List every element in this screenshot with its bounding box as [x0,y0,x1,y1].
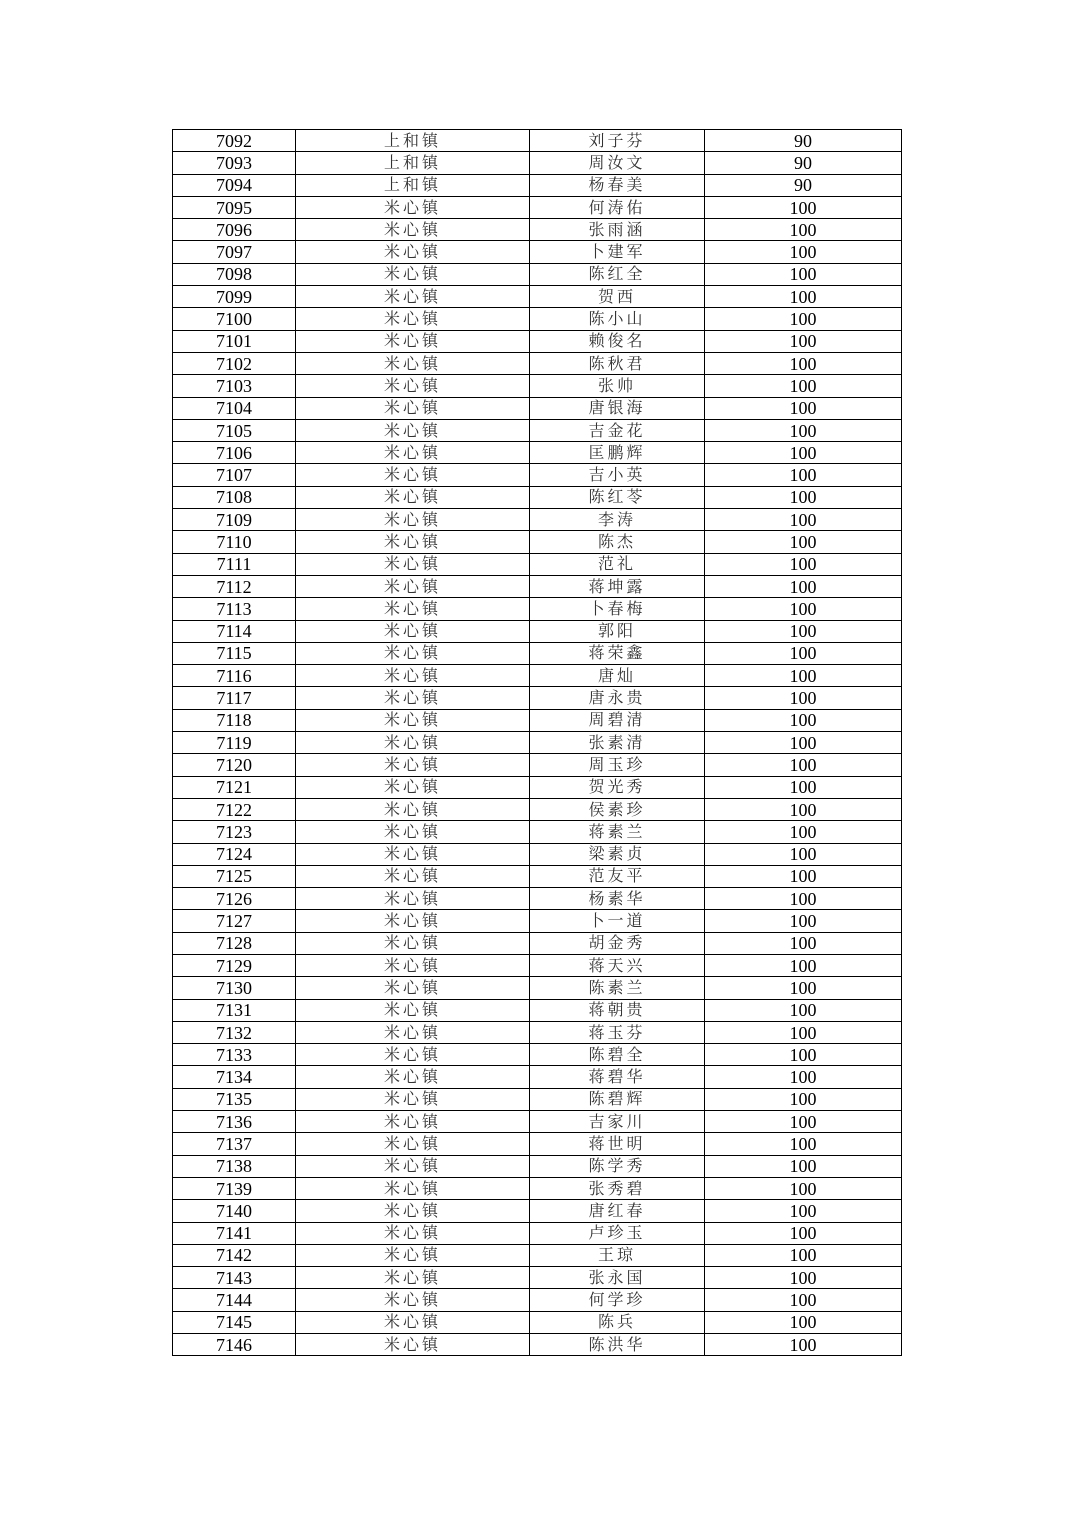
cell-town: 米心镇 [296,888,530,910]
cell-name: 郭阳 [530,620,705,642]
cell-name: 陈素兰 [530,977,705,999]
cell-id: 7111 [173,553,296,575]
table-row [173,932,902,954]
cell-town: 米心镇 [296,1244,530,1266]
cell-town: 米心镇 [296,954,530,976]
table-row [173,419,902,441]
cell-amount: 100 [705,419,902,441]
cell-amount: 100 [705,1021,902,1043]
cell-id: 7130 [173,977,296,999]
cell-name: 吉家川 [530,1111,705,1133]
table-row [173,821,902,843]
table-row [173,219,902,241]
cell-town: 米心镇 [296,665,530,687]
cell-town: 米心镇 [296,1044,530,1066]
cell-name: 匡鹏辉 [530,442,705,464]
cell-id: 7142 [173,1244,296,1266]
table-row [173,999,902,1021]
cell-town: 米心镇 [296,219,530,241]
cell-amount: 100 [705,821,902,843]
cell-town: 米心镇 [296,1021,530,1043]
cell-town: 米心镇 [296,286,530,308]
cell-id: 7105 [173,419,296,441]
cell-name: 唐红春 [530,1200,705,1222]
cell-amount: 100 [705,598,902,620]
cell-town: 米心镇 [296,1334,530,1356]
cell-town: 米心镇 [296,375,530,397]
cell-id: 7098 [173,263,296,285]
cell-name: 陈碧辉 [530,1088,705,1110]
cell-amount: 100 [705,486,902,508]
cell-amount: 90 [705,152,902,174]
cell-name: 贺光秀 [530,776,705,798]
cell-town: 米心镇 [296,1066,530,1088]
table-row [173,330,902,352]
cell-name: 蒋素兰 [530,821,705,843]
cell-id: 7125 [173,865,296,887]
cell-amount: 100 [705,509,902,531]
cell-name: 卢珍玉 [530,1222,705,1244]
cell-town: 米心镇 [296,1267,530,1289]
cell-name: 何涛佑 [530,196,705,218]
cell-name: 蒋坤露 [530,575,705,597]
cell-id: 7112 [173,575,296,597]
cell-id: 7138 [173,1155,296,1177]
table-row [173,241,902,263]
cell-town: 上和镇 [296,130,530,152]
cell-id: 7144 [173,1289,296,1311]
cell-amount: 100 [705,798,902,820]
cell-amount: 100 [705,330,902,352]
cell-town: 上和镇 [296,174,530,196]
cell-town: 米心镇 [296,843,530,865]
cell-id: 7128 [173,932,296,954]
cell-id: 7106 [173,442,296,464]
cell-name: 张素清 [530,732,705,754]
cell-town: 米心镇 [296,1311,530,1333]
cell-id: 7126 [173,888,296,910]
cell-name: 唐永贵 [530,687,705,709]
table-row [173,776,902,798]
cell-amount: 100 [705,1044,902,1066]
cell-amount: 100 [705,464,902,486]
cell-id: 7143 [173,1267,296,1289]
cell-id: 7092 [173,130,296,152]
cell-name: 贺西 [530,286,705,308]
cell-id: 7141 [173,1222,296,1244]
cell-town: 米心镇 [296,1155,530,1177]
cell-amount: 100 [705,196,902,218]
cell-name: 蒋玉芬 [530,1021,705,1043]
cell-amount: 100 [705,620,902,642]
cell-town: 米心镇 [296,977,530,999]
cell-town: 米心镇 [296,330,530,352]
cell-id: 7137 [173,1133,296,1155]
cell-name: 吉金花 [530,419,705,441]
cell-id: 7116 [173,665,296,687]
cell-name: 唐灿 [530,665,705,687]
cell-amount: 100 [705,263,902,285]
cell-amount: 100 [705,553,902,575]
cell-town: 米心镇 [296,553,530,575]
cell-id: 7113 [173,598,296,620]
cell-amount: 100 [705,1311,902,1333]
cell-name: 蒋朝贵 [530,999,705,1021]
cell-id: 7096 [173,219,296,241]
cell-id: 7140 [173,1200,296,1222]
cell-name: 蒋碧华 [530,1066,705,1088]
cell-id: 7094 [173,174,296,196]
cell-amount: 90 [705,130,902,152]
cell-amount: 100 [705,977,902,999]
cell-town: 米心镇 [296,464,530,486]
table-row [173,575,902,597]
table-row [173,1289,902,1311]
cell-name: 胡金秀 [530,932,705,954]
cell-id: 7100 [173,308,296,330]
cell-id: 7122 [173,798,296,820]
table-row [173,665,902,687]
cell-amount: 100 [705,241,902,263]
table-row [173,1133,902,1155]
cell-amount: 100 [705,308,902,330]
table-row [173,1155,902,1177]
table-row [173,1222,902,1244]
cell-amount: 100 [705,1244,902,1266]
cell-id: 7103 [173,375,296,397]
cell-id: 7099 [173,286,296,308]
cell-amount: 100 [705,888,902,910]
cell-name: 梁素贞 [530,843,705,865]
table-row [173,397,902,419]
cell-id: 7102 [173,352,296,374]
cell-id: 7135 [173,1088,296,1110]
cell-id: 7107 [173,464,296,486]
cell-id: 7127 [173,910,296,932]
cell-amount: 100 [705,843,902,865]
cell-name: 张雨涵 [530,219,705,241]
table-row [173,130,902,152]
cell-town: 米心镇 [296,798,530,820]
cell-town: 米心镇 [296,732,530,754]
cell-amount: 100 [705,1267,902,1289]
table-row [173,1334,902,1356]
cell-name: 卜春梅 [530,598,705,620]
cell-amount: 100 [705,575,902,597]
cell-town: 米心镇 [296,419,530,441]
cell-id: 7146 [173,1334,296,1356]
cell-town: 米心镇 [296,531,530,553]
cell-name: 范礼 [530,553,705,575]
cell-name: 何学珍 [530,1289,705,1311]
cell-amount: 100 [705,999,902,1021]
table-row [173,1311,902,1333]
table-row [173,442,902,464]
table-row [173,865,902,887]
cell-id: 7109 [173,509,296,531]
table-row [173,352,902,374]
cell-amount: 100 [705,776,902,798]
table-row [173,152,902,174]
cell-name: 蒋荣鑫 [530,642,705,664]
cell-town: 米心镇 [296,1289,530,1311]
cell-id: 7101 [173,330,296,352]
cell-town: 米心镇 [296,1200,530,1222]
cell-id: 7097 [173,241,296,263]
cell-amount: 100 [705,932,902,954]
table-row [173,843,902,865]
table-row [173,1177,902,1199]
cell-name: 陈学秀 [530,1155,705,1177]
cell-amount: 100 [705,910,902,932]
table-row [173,1088,902,1110]
table-row [173,1244,902,1266]
cell-id: 7110 [173,531,296,553]
cell-name: 王琼 [530,1244,705,1266]
cell-name: 唐银海 [530,397,705,419]
cell-amount: 100 [705,865,902,887]
table-row [173,798,902,820]
cell-amount: 100 [705,754,902,776]
cell-name: 赖俊名 [530,330,705,352]
cell-name: 卜建军 [530,241,705,263]
cell-amount: 100 [705,286,902,308]
table-row [173,1066,902,1088]
cell-amount: 100 [705,732,902,754]
cell-town: 米心镇 [296,865,530,887]
cell-town: 米心镇 [296,308,530,330]
cell-name: 刘子芬 [530,130,705,152]
cell-name: 吉小英 [530,464,705,486]
cell-amount: 100 [705,1222,902,1244]
cell-id: 7133 [173,1044,296,1066]
cell-town: 米心镇 [296,999,530,1021]
table-row [173,1267,902,1289]
cell-id: 7095 [173,196,296,218]
cell-town: 米心镇 [296,1133,530,1155]
cell-name: 李涛 [530,509,705,531]
cell-amount: 100 [705,219,902,241]
cell-id: 7123 [173,821,296,843]
cell-id: 7120 [173,754,296,776]
cell-amount: 100 [705,1177,902,1199]
table-row [173,1200,902,1222]
table-row [173,642,902,664]
table-row [173,1021,902,1043]
cell-town: 米心镇 [296,821,530,843]
cell-id: 7136 [173,1111,296,1133]
cell-name: 张帅 [530,375,705,397]
cell-town: 米心镇 [296,1088,530,1110]
table-row [173,620,902,642]
cell-id: 7117 [173,687,296,709]
table-row [173,486,902,508]
cell-town: 米心镇 [296,754,530,776]
cell-town: 米心镇 [296,598,530,620]
cell-town: 米心镇 [296,642,530,664]
cell-id: 7115 [173,642,296,664]
table-row [173,910,902,932]
table-row [173,196,902,218]
table-row [173,263,902,285]
cell-name: 张永国 [530,1267,705,1289]
table-row [173,553,902,575]
cell-name: 陈小山 [530,308,705,330]
cell-name: 卜一道 [530,910,705,932]
cell-name: 周汝文 [530,152,705,174]
cell-amount: 100 [705,1088,902,1110]
cell-name: 陈洪华 [530,1334,705,1356]
cell-amount: 100 [705,531,902,553]
cell-amount: 100 [705,642,902,664]
cell-id: 7124 [173,843,296,865]
cell-amount: 100 [705,665,902,687]
cell-name: 陈兵 [530,1311,705,1333]
table-row [173,464,902,486]
cell-town: 米心镇 [296,932,530,954]
cell-name: 杨素华 [530,888,705,910]
table-row [173,709,902,731]
cell-id: 7139 [173,1177,296,1199]
cell-amount: 100 [705,397,902,419]
cell-amount: 90 [705,174,902,196]
cell-town: 米心镇 [296,1222,530,1244]
table-row [173,509,902,531]
table-row [173,754,902,776]
table-body [173,130,902,1356]
cell-amount: 100 [705,1066,902,1088]
cell-name: 蒋天兴 [530,954,705,976]
cell-name: 陈碧全 [530,1044,705,1066]
cell-town: 米心镇 [296,620,530,642]
cell-amount: 100 [705,1334,902,1356]
cell-name: 陈红全 [530,263,705,285]
cell-town: 上和镇 [296,152,530,174]
cell-amount: 100 [705,1200,902,1222]
cell-amount: 100 [705,442,902,464]
cell-town: 米心镇 [296,352,530,374]
cell-amount: 100 [705,1133,902,1155]
table-row [173,375,902,397]
cell-id: 7108 [173,486,296,508]
cell-name: 蒋世明 [530,1133,705,1155]
table-row [173,687,902,709]
cell-id: 7093 [173,152,296,174]
table-row [173,598,902,620]
cell-id: 7121 [173,776,296,798]
cell-id: 7104 [173,397,296,419]
cell-amount: 100 [705,1155,902,1177]
cell-amount: 100 [705,1111,902,1133]
cell-amount: 100 [705,954,902,976]
cell-name: 陈秋君 [530,352,705,374]
cell-town: 米心镇 [296,486,530,508]
cell-town: 米心镇 [296,709,530,731]
cell-town: 米心镇 [296,1177,530,1199]
cell-town: 米心镇 [296,196,530,218]
table-row [173,174,902,196]
table-row [173,286,902,308]
cell-amount: 100 [705,687,902,709]
cell-town: 米心镇 [296,241,530,263]
table-row [173,531,902,553]
cell-name: 杨春美 [530,174,705,196]
cell-town: 米心镇 [296,687,530,709]
cell-id: 7145 [173,1311,296,1333]
cell-name: 陈红苓 [530,486,705,508]
cell-id: 7129 [173,954,296,976]
cell-id: 7132 [173,1021,296,1043]
table-row [173,1044,902,1066]
cell-town: 米心镇 [296,263,530,285]
cell-id: 7118 [173,709,296,731]
cell-town: 米心镇 [296,910,530,932]
table-row [173,888,902,910]
table-row [173,977,902,999]
cell-name: 周玉珍 [530,754,705,776]
cell-town: 米心镇 [296,397,530,419]
cell-id: 7114 [173,620,296,642]
cell-name: 侯素珍 [530,798,705,820]
cell-id: 7131 [173,999,296,1021]
cell-amount: 100 [705,1289,902,1311]
cell-town: 米心镇 [296,575,530,597]
table-row [173,308,902,330]
cell-name: 张秀碧 [530,1177,705,1199]
cell-town: 米心镇 [296,1111,530,1133]
cell-id: 7134 [173,1066,296,1088]
cell-name: 范友平 [530,865,705,887]
cell-amount: 100 [705,709,902,731]
cell-name: 周碧清 [530,709,705,731]
cell-town: 米心镇 [296,776,530,798]
table-row [173,954,902,976]
cell-amount: 100 [705,375,902,397]
cell-town: 米心镇 [296,509,530,531]
cell-town: 米心镇 [296,442,530,464]
table-row [173,1111,902,1133]
table-row [173,732,902,754]
cell-id: 7119 [173,732,296,754]
cell-amount: 100 [705,352,902,374]
data-table [172,129,902,1356]
cell-name: 陈杰 [530,531,705,553]
